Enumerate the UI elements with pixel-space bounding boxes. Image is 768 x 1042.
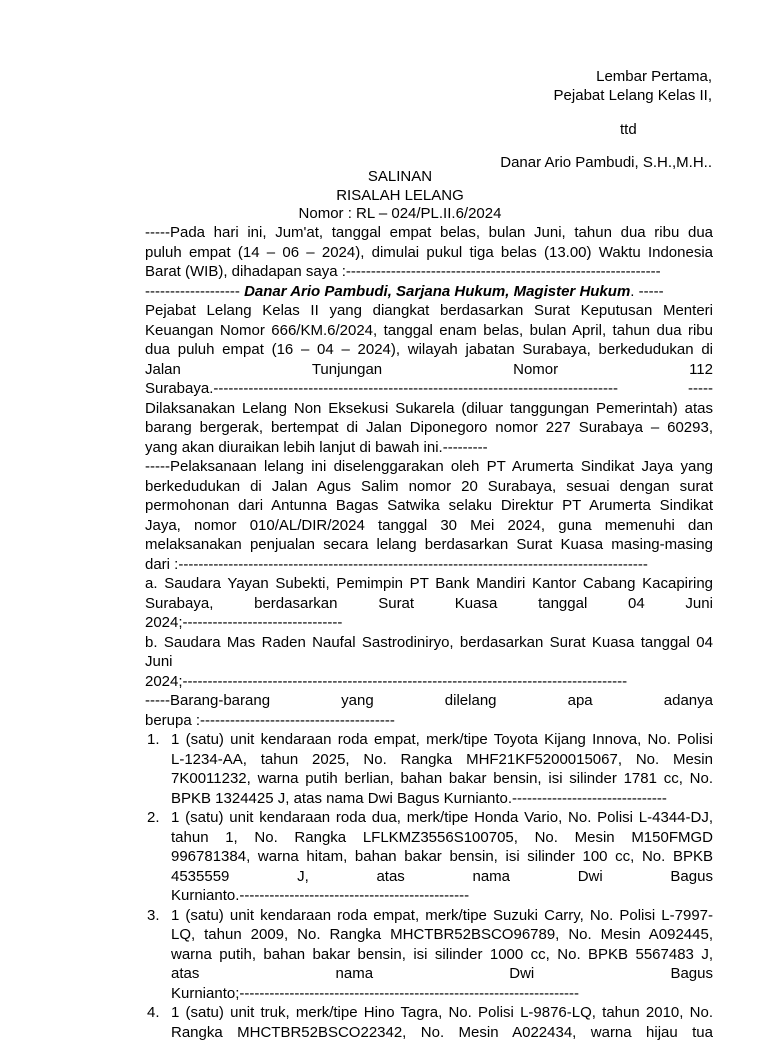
body-line: Surabaya, berdasarkan Surat Kuasa tanggal 04 Juni (145, 594, 713, 612)
item-list (145, 730, 713, 1042)
body-line: Jaya, nomor 010/AL/DIR/2024 tanggal 30 Mei 2024, guna memenuhi dan (145, 516, 713, 534)
body-line: dari :---------------------------------------------------------------------------------------------- (145, 555, 648, 573)
item-number: 3. (147, 906, 160, 924)
item-number: 2. (147, 809, 160, 826)
title-risalah: RISALAH LELANG (336, 187, 464, 204)
official-name: Danar Ario Pambudi, Sarjana Hukum, Magister Hukum (244, 282, 631, 300)
body-line: Pejabat Lelang Kelas II yang diangkat berdasarkan Surat Keputusan Menteri (145, 302, 713, 319)
ttd-label: ttd (620, 121, 637, 138)
body-line: barang bergerak, bertempat di Jalan Diponegoro nomor 227 Surabaya – 60293, (145, 419, 713, 436)
list-item: 1. 1 (satu) unit kendaraan roda empat, merk/tipe Toyota Kijang Innova, No. Polisi L-1234-AA, tahun 2025, No. Rangka MHF21KF5200015067, No. Mesin 7K0011232, warna putih berlian, bahan bakar bensin, isi silinder 1781 cc, No. BPKB 1324425 J, atas nama Dwi Bagus Kurnianto.------------------------------- (147, 731, 713, 807)
body-line: 2024;----------------------------------------------------------------------------------------- (145, 672, 628, 690)
body-line: Jalan Tunjungan Nomor 112 (145, 360, 713, 378)
body-line: Keuangan Nomor 666/KM.6/2024, tanggal enam belas, bulan April, tahun dua ribu (145, 321, 713, 339)
body-line: -----Pelaksanaan lelang ini diselenggarakan oleh PT Arumerta Sindikat Jaya yang (145, 458, 713, 475)
header-line-1: Lembar Pertama, (596, 68, 712, 85)
title-nomor: Nomor : RL – 024/PL.II.6/2024 (298, 205, 502, 222)
title-salinan: SALINAN (367, 168, 433, 185)
body-line: -----Pada hari ini, Jum'at, tanggal empat belas, bulan Juni, tahun dua ribu dua (145, 224, 713, 241)
list-item: 3. 1 (satu) unit kendaraan roda empat, merk/tipe Suzuki Carry, No. Polisi L-7997- LQ, tahun 2009, No. Rangka MHCTBR52BSCO96789, No. Mesin A092445, warna putih, bahan bakar bensin, isi silinder 1000 cc, No. BPKB 5567483 J, atas nama Dwi Bagus Kurnianto;-------------------------------------------------------------------- (147, 906, 713, 1002)
official-name-line: ------------------- Danar Ario Pambudi, Sarjana Hukum, Magister Hukum. ----- (145, 282, 664, 300)
body-line: 2024;-------------------------------- (145, 614, 343, 631)
body-line: b. Saudara Mas Raden Naufal Sastrodiniryo, berdasarkan Surat Kuasa tanggal 04 (145, 633, 713, 651)
document-body (145, 223, 713, 1042)
body-line: Surabaya.--------------------------------------------------------------------------------- ----- (145, 380, 713, 397)
body-line: Dilaksanakan Lelang Non Eksekusi Sukarela (diluar tanggungan Pemerintah) atas (145, 399, 713, 417)
body-line: a. Saudara Yayan Subekti, Pemimpin PT Bank Mandiri Kantor Cabang Kacapiring (145, 575, 713, 592)
item-number: 4. (147, 1004, 160, 1021)
body-line: puluh empat (14 – 06 – 2024), dimulai pukul tiga belas (13.00) Waktu Indonesia (145, 243, 713, 261)
body-line: Barat (WIB), dihadapan saya :--------------------------------------------------------------- (145, 263, 661, 280)
body-line: -----Barang-barang yang dilelang apa adanya (145, 692, 713, 709)
body-line: melaksanakan penjualan secara lelang berdasarkan Surat Kuasa masing-masing (145, 536, 713, 553)
body-line: berkedudukan di Jalan Agus Salim nomor 20 Surabaya, sesuai dengan surat (145, 477, 713, 495)
body-line: permohonan dari Antunna Bagas Satwika selaku Direktur PT Arumerta Sindikat (145, 497, 713, 514)
header-line-2: Pejabat Lelang Kelas II, (553, 87, 712, 104)
list-item: 4. 1 (satu) unit truk, merk/tipe Hino Tagra, No. Polisi L-9876-LQ, tahun 2010, No. Rangka MHCTBR52BSCO22342, No. Mesin A022434, warna hijau tua (147, 1004, 713, 1041)
body-line: dua puluh empat (16 – 04 – 2024), wilayah jabatan Surabaya, berkedudukan di (145, 341, 713, 358)
body-line: Juni (145, 653, 173, 670)
list-item: 2. 1 (satu) unit kendaraan roda dua, merk/tipe Honda Vario, No. Polisi L-4344-DJ, tahun 1, No. Rangka LFLKMZ3556S100705, No. Mesin M150FMGD 996781384, warna hitam, bahan bakar bensin, isi silinder 100 cc, No. BPKB 4535559 J, atas nama Dwi Bagus Kurnianto.---------------------------------------------- (147, 809, 713, 904)
body-line: yang akan diuraikan lebih lanjut di bawah ini.--------- (145, 438, 488, 456)
body-line: berupa :--------------------------------------- (145, 711, 395, 729)
item-number: 1. (147, 731, 160, 748)
signer-name: Danar Ario Pambudi, S.H.,M.H.. (500, 154, 712, 171)
